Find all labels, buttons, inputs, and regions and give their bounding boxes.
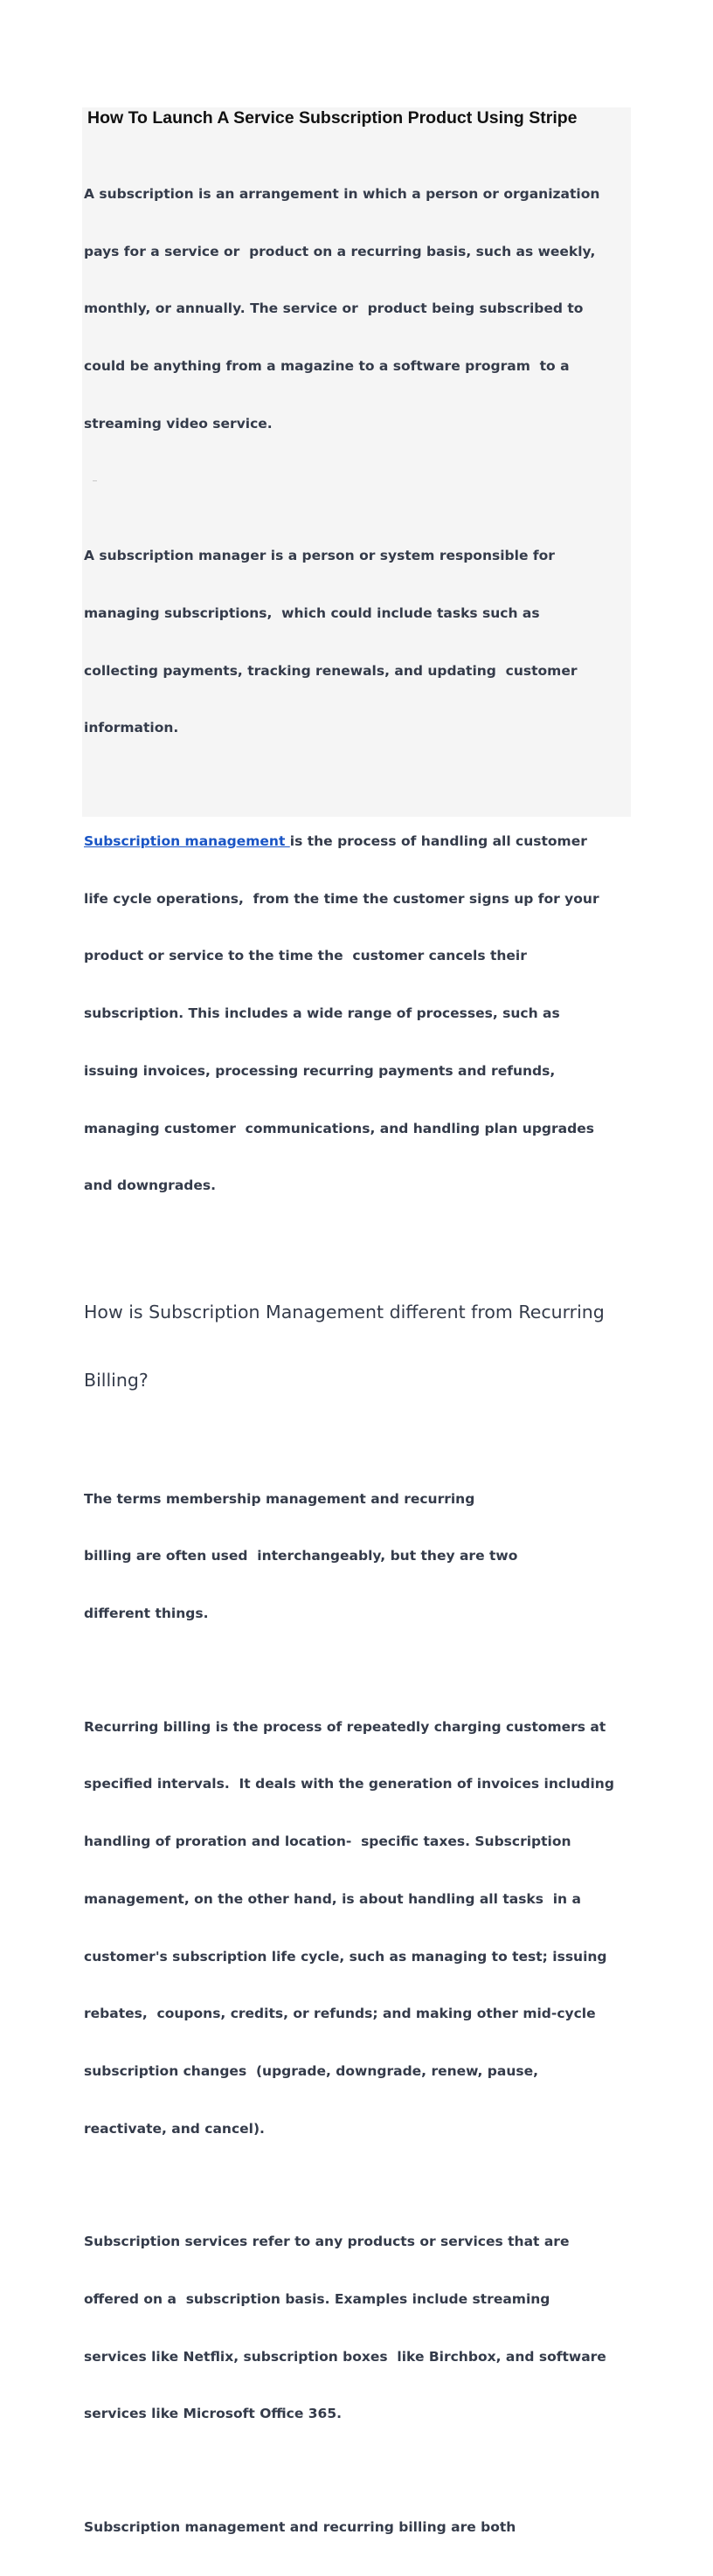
- text-line: subscription. This includes a wide range of processes, such as: [84, 1005, 560, 1022]
- text-line: pays for a service or product on a recurring basis, such as weekly,: [84, 243, 596, 259]
- text-line: different things.: [84, 1606, 209, 1622]
- section-heading: [84, 1255, 627, 1437]
- subscription-management-link[interactable]: Subscription management: [84, 832, 290, 849]
- text-line: handling of proration and location- specific taxes. Subscription: [84, 1834, 571, 1850]
- text-line: services like Microsoft Office 365.: [84, 2406, 342, 2422]
- page-title: How To Launch A Service Subscription Product Using Stripe: [87, 108, 578, 128]
- text-line: reactivate, and cancel).: [84, 2120, 265, 2137]
- heading-line: Billing?: [84, 1369, 149, 1391]
- text-line: A subscription manager is a person or system responsible for: [84, 548, 555, 564]
- text-line: customer's subscription life cycle, such as managing to test; issuing: [84, 1948, 607, 1965]
- paragraph-both: [84, 2480, 627, 2576]
- text-line: subscription changes (upgrade, downgrade, renew, pause,: [84, 2063, 538, 2080]
- text-line: and downgrades.: [84, 1178, 217, 1194]
- paragraph-recurring-billing: [84, 1680, 627, 2178]
- text-line: A subscription is an arrangement in which a person or organization: [84, 185, 600, 202]
- text-line: information.: [84, 720, 179, 736]
- text-span: is the process of handling all customer: [289, 832, 587, 849]
- text-line: Subscription management and recurring billing are both: [84, 2518, 516, 2535]
- paragraph-separator: [84, 472, 627, 508]
- text-line: The terms membership management and recurring: [84, 1490, 475, 1507]
- text-line: specified intervals. It deals with the generation of invoices including: [84, 1776, 614, 1792]
- text-line: managing customer communications, and handling plan upgrades: [84, 1120, 594, 1136]
- text-line: product or service to the time the customer cancels their: [84, 948, 527, 964]
- text-line: issuing invoices, processing recurring payments and refunds,: [84, 1062, 556, 1079]
- paragraph-subscription-manager: [84, 508, 627, 777]
- paragraph-subscription-services: [84, 2194, 627, 2462]
- text-line: Recurring billing is the process of repeatedly charging customers at: [84, 1718, 606, 1735]
- heading-line: How is Subscription Management different from Recurring: [84, 1301, 605, 1323]
- text-line: managing subscriptions, which could include tasks such as: [84, 604, 540, 621]
- text-line: offered on a subscription basis. Examples include streaming: [84, 2291, 550, 2307]
- paragraph-terms: [84, 1452, 627, 1662]
- text-line: collecting payments, tracking renewals, and updating customer: [84, 662, 578, 679]
- text-line: could be anything from a magazine to a software program to a: [84, 357, 570, 374]
- text-line: services like Netflix, subscription boxes like Birchbox, and software: [84, 2348, 606, 2365]
- paragraph-subscription-management: [84, 794, 627, 1234]
- document-body: [84, 107, 627, 2576]
- text-line: management, on the other hand, is about handling all tasks in a: [84, 1890, 581, 1907]
- separator-mark: [93, 480, 97, 481]
- text-line: monthly, or annually. The service or product being subscribed to: [84, 300, 584, 317]
- text-line: billing are often used interchangeably, but they are two: [84, 1548, 518, 1564]
- text-line: rebates, coupons, credits, or refunds; and making other mid-cycle: [84, 2006, 596, 2022]
- text-line: [84, 832, 627, 852]
- text-line: life cycle operations, from the time the customer signs up for your: [84, 890, 599, 907]
- text-line: Subscription services refer to any products or services that are: [84, 2234, 570, 2250]
- paragraph-subscription-definition: [84, 147, 627, 472]
- text-line: streaming video service.: [84, 415, 273, 432]
